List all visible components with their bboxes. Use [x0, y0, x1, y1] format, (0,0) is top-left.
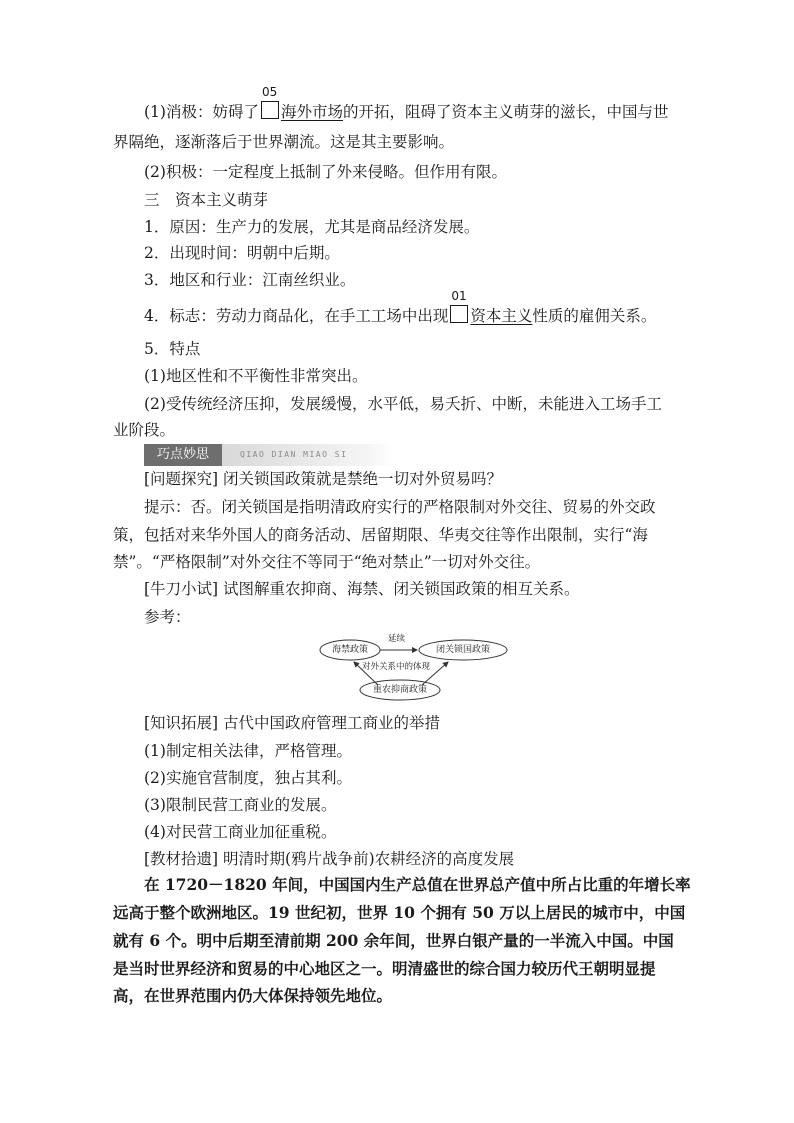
text-span: (1)消极：妨碍了	[144, 103, 259, 121]
answer-box	[261, 85, 279, 119]
text-line: (3)限制民营工商业的发展。	[144, 796, 337, 814]
node-zhongnong-yishang: 重农抑商政策	[372, 685, 427, 695]
text-line: 界隔绝，逐渐落后于世界潮流。这是其主要影响。	[113, 133, 455, 151]
text-span: 明清时期(鸦片战争前)农耕经济的高度发展	[223, 850, 515, 868]
text-line: 3．地区和行业：江南丝织业。	[144, 271, 356, 289]
answer-number: 05	[261, 85, 278, 99]
edge-label-continuation: 延续	[388, 634, 406, 644]
text-line: 业阶段。	[113, 421, 176, 439]
question-tag: [问题探究]	[144, 470, 219, 488]
text-line: (4)对民营工商业加征重税。	[144, 823, 337, 841]
text-line: (1)地区性和不平衡性非常突出。	[144, 367, 368, 385]
text-span: 古代中国政府管理工商业的举措	[223, 714, 441, 732]
node-biguan-suoguo: 闭关锁国政策	[435, 645, 490, 655]
section-tag: [知识拓展]	[144, 714, 219, 732]
text-line	[144, 85, 669, 123]
text-line	[144, 578, 580, 600]
answer-blank-text: 资本主义	[470, 307, 533, 325]
text-line: 5．特点	[144, 340, 201, 358]
section-banner	[144, 444, 394, 466]
text-line: 参考：	[144, 608, 191, 626]
banner-subtitle: QIAO DIAN MIAO SI	[222, 444, 394, 466]
text-line: 就有 6 个。明中后期至清前期 200 余年间，世界白银产量的一半流入中国。中国	[113, 931, 674, 950]
text-line: 1．原因：生产力的发展，尤其是商品经济发展。	[144, 218, 480, 236]
edge-label-foreign-relations: 对外关系中的体现	[362, 662, 431, 672]
text-line: (2)积极：一定程度上抵制了外来侵略。但作用有限。	[144, 163, 507, 181]
text-span: 性质的雇佣关系。	[532, 307, 657, 325]
text-span: 4．标志：劳动力商品化，在手工工场中出现	[144, 307, 449, 325]
answer-number: 01	[451, 289, 467, 303]
text-line: 禁”。“严格限制”对外交往不等同于“绝对禁止”一切对外交往。	[113, 553, 541, 571]
text-line	[144, 848, 514, 870]
text-line: 2．出现时间：明朝中后期。	[144, 244, 340, 262]
text-line: (1)制定相关法律，严格管理。	[144, 742, 352, 760]
banner-title: 巧点妙思	[144, 444, 222, 466]
policy-relation-diagram	[318, 634, 508, 702]
text-line: 高，在世界范围内仍大体保持领先地位。	[113, 986, 393, 1005]
text-span: 的开拓，阻碍了资本主义萌芽的滋长，中国与世	[342, 103, 669, 121]
text-line: (2)实施官营制度，独占其利。	[144, 769, 352, 787]
text-span: 闭关锁国政策就是禁绝一切对外贸易吗？	[223, 470, 503, 488]
text-line	[144, 468, 502, 490]
text-line: 在 1720－1820 年间，中国国内生产总值在世界总产值中所占比重的年增长率	[144, 875, 691, 894]
text-span: 试图解重农抑商、海禁、闭关锁国政策的相互关系。	[223, 580, 580, 598]
node-haijin: 海禁政策	[331, 645, 368, 655]
section-tag: [教材拾遗]	[144, 850, 219, 868]
text-line: 提示：否。闭关锁国是指明清政府实行的严格限制对外交往、贸易的外交政	[144, 498, 656, 516]
question-tag: [牛刀小试]	[144, 580, 219, 598]
answer-blank-text: 海外市场	[280, 103, 343, 121]
text-line: (2)受传统经济压抑，发展缓慢，水平低，易夭折、中断，未能进入工场手工	[144, 395, 662, 413]
answer-box	[450, 289, 468, 323]
text-line	[144, 712, 440, 734]
text-line: 是当时世界经济和贸易的中心地区之一。明清盛世的综合国力较历代王朝明显提	[113, 959, 656, 978]
text-line	[144, 289, 657, 327]
text-line: 策，包括对来华外国人的商务活动、居留期限、华夷交往等作出限制，实行“海	[113, 526, 648, 544]
section-heading: 三 资本主义萌芽	[144, 191, 269, 209]
text-line: 远高于整个欧洲地区。19 世纪初，世界 10 个拥有 50 万以上居民的城市中，中国	[113, 903, 686, 922]
